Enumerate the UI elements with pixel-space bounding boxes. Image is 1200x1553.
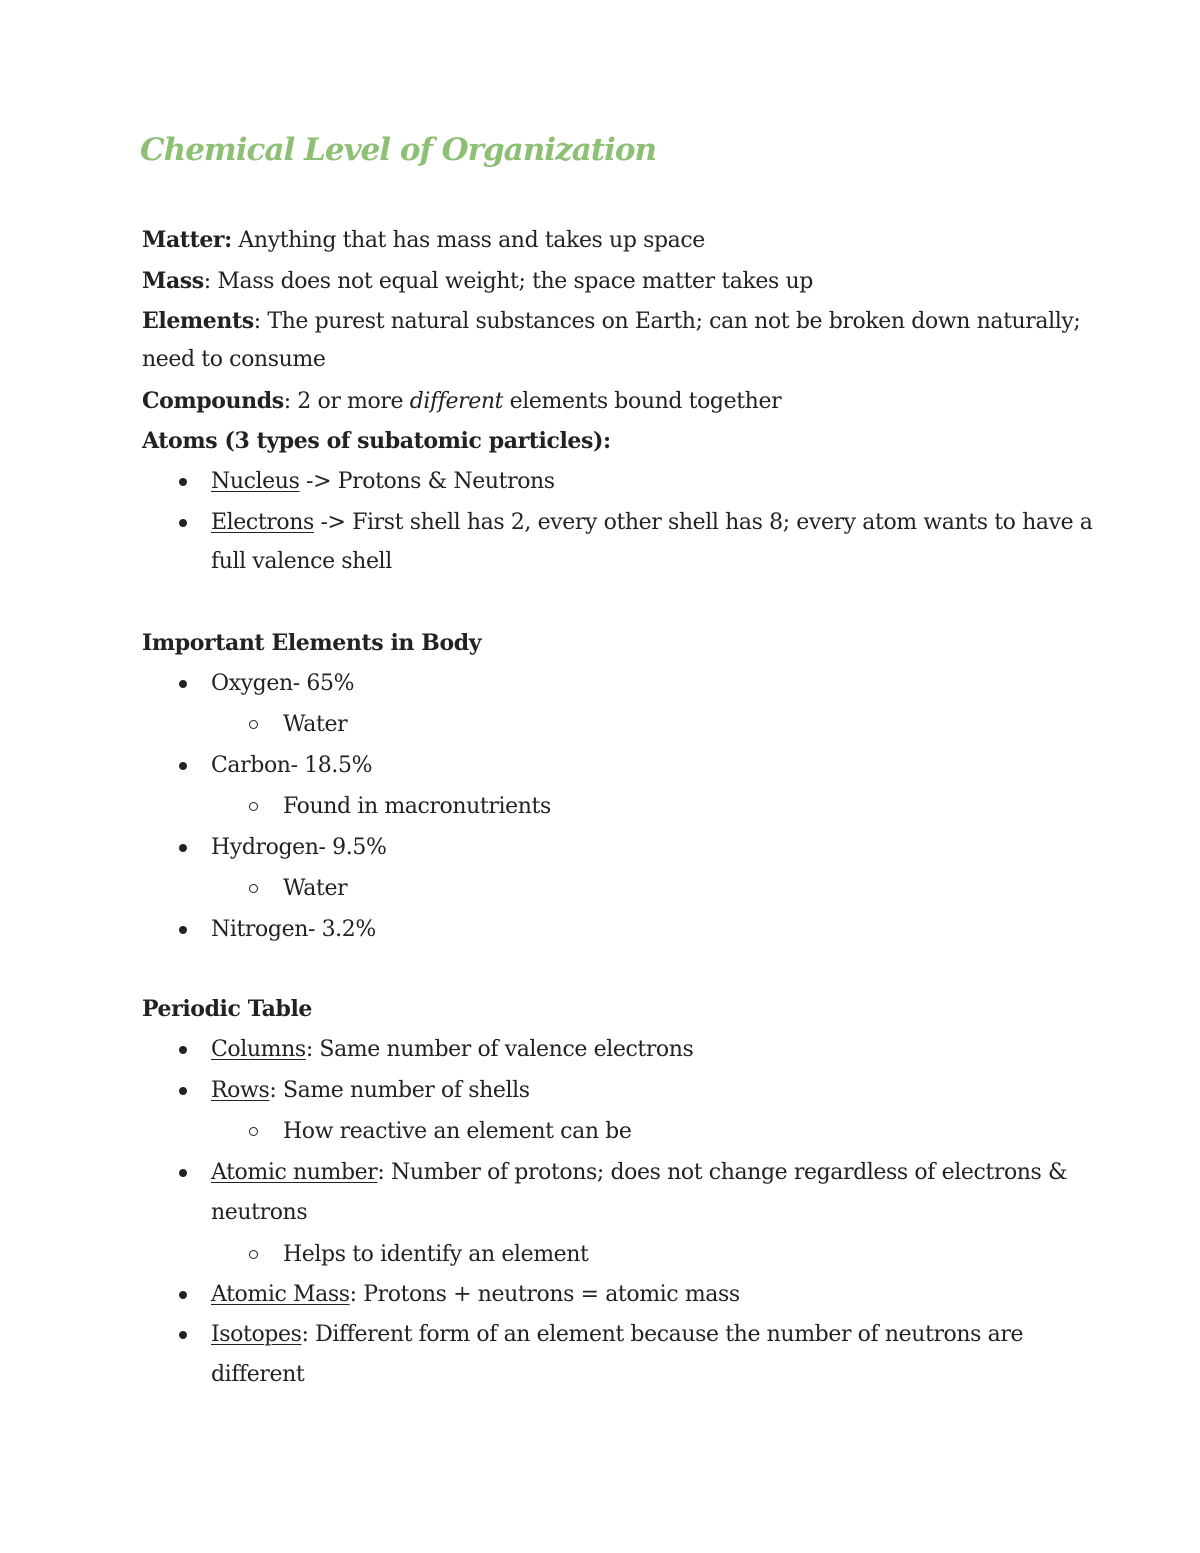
term-elements: Elements	[142, 308, 254, 334]
list-item-isotopes-continued: different	[211, 1362, 305, 1387]
term-electrons: Electrons	[211, 510, 314, 535]
term-nucleus: Nucleus	[211, 469, 300, 494]
page-title: Chemical Level of Organization	[140, 132, 657, 168]
sub-item-rows-reactivity: How reactive an element can be	[283, 1119, 632, 1144]
list-item-oxygen: Oxygen- 65%	[211, 671, 355, 696]
text-atomic-number: : Number of protons; does not change regardless of electrons &	[377, 1160, 1068, 1185]
list-item-atomic-mass	[211, 1281, 740, 1309]
sub-bullet-icon	[249, 884, 258, 893]
list-item-nitrogen: Nitrogen- 3.2%	[211, 917, 376, 942]
term-compounds: Compounds	[142, 388, 284, 414]
term-columns: Columns	[211, 1037, 306, 1062]
bullet-icon	[179, 1087, 187, 1095]
term-rows: Rows	[211, 1078, 270, 1103]
bullet-icon	[179, 1169, 187, 1177]
definition-elements-continued: need to consume	[142, 347, 326, 372]
text-rows: : Same number of shells	[269, 1078, 530, 1103]
list-item-hydrogen: Hydrogen- 9.5%	[211, 835, 387, 860]
list-item-atomic-number	[211, 1159, 1067, 1187]
bullet-icon	[179, 478, 187, 486]
text-elements: : The purest natural substances on Earth; can not be broken down naturally;	[253, 309, 1081, 334]
text-electrons: -> First shell has 2, every other shell has 8; every atom wants to have a	[313, 510, 1093, 535]
definition-matter	[142, 226, 705, 255]
text-atomic-mass: : Protons + neutrons = atomic mass	[349, 1282, 740, 1307]
list-item-isotopes	[211, 1321, 1023, 1349]
bullet-icon	[179, 1291, 187, 1299]
text-matter: Anything that has mass and takes up space	[231, 228, 705, 253]
text-isotopes: : Different form of an element because the number of neutrons are	[301, 1322, 1024, 1347]
list-item-rows	[211, 1077, 530, 1105]
bullet-icon	[179, 519, 187, 527]
term-atomic-mass: Atomic Mass	[211, 1282, 350, 1307]
list-item-atomic-number-continued: neutrons	[211, 1200, 308, 1225]
heading-atoms: Atoms (3 types of subatomic particles):	[142, 428, 611, 454]
text-compounds-emphasis: different	[409, 389, 504, 414]
sub-item-carbon-macronutrients: Found in macronutrients	[283, 794, 551, 819]
definition-mass	[142, 267, 813, 296]
bullet-icon	[179, 680, 187, 688]
bullet-icon	[179, 1331, 187, 1339]
list-item-nucleus	[211, 468, 555, 496]
term-atomic-number: Atomic number	[211, 1160, 378, 1185]
term-isotopes: Isotopes	[211, 1322, 302, 1347]
list-item-carbon: Carbon- 18.5%	[211, 753, 373, 778]
sub-bullet-icon	[249, 1250, 258, 1259]
text-compounds-b: elements bound together	[503, 389, 782, 414]
sub-item-hydrogen-water: Water	[283, 876, 348, 901]
heading-important-elements: Important Elements in Body	[142, 630, 482, 656]
term-matter: Matter:	[142, 227, 232, 253]
heading-periodic-table: Periodic Table	[142, 996, 313, 1022]
list-item-columns	[211, 1036, 693, 1064]
bullet-icon	[179, 926, 187, 934]
definition-elements	[142, 307, 1080, 336]
definition-compounds	[142, 387, 781, 416]
text-columns: : Same number of valence electrons	[305, 1037, 694, 1062]
bullet-icon	[179, 1046, 187, 1054]
text-mass: : Mass does not equal weight; the space matter takes up	[203, 269, 813, 294]
list-item-electrons	[211, 509, 1093, 537]
text-compounds-a: : 2 or more	[283, 389, 410, 414]
sub-bullet-icon	[249, 720, 258, 729]
sub-item-oxygen-water: Water	[283, 712, 348, 737]
bullet-icon	[179, 762, 187, 770]
sub-item-atomic-number-identify: Helps to identify an element	[283, 1242, 589, 1267]
sub-bullet-icon	[249, 1127, 258, 1136]
term-mass: Mass	[142, 268, 204, 294]
sub-bullet-icon	[249, 802, 258, 811]
list-item-electrons-continued: full valence shell	[211, 549, 392, 574]
text-nucleus: -> Protons & Neutrons	[299, 469, 555, 494]
bullet-icon	[179, 844, 187, 852]
